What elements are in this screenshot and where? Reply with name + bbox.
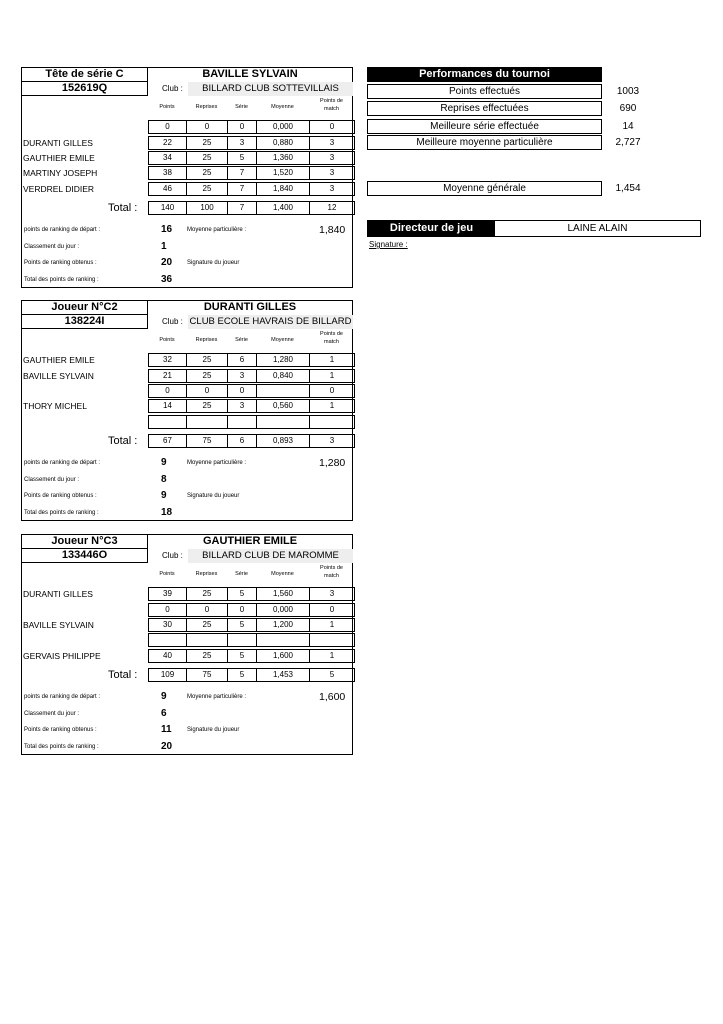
opponent-name: GAUTHIER EMILE <box>23 355 95 365</box>
result-cell: 0,840 <box>256 369 310 383</box>
moyenne-particuliere-value: 1,280 <box>319 457 346 469</box>
club-label: Club : <box>162 551 183 560</box>
moyenne-particuliere-label: Moyenne particulière : <box>187 460 247 466</box>
classement-value: 6 <box>161 708 167 719</box>
result-cell: 39 <box>148 587 187 601</box>
classement-label: Classement du jour : <box>24 711 80 717</box>
player-club: BILLARD CLUB SOTTEVILLAIS <box>188 82 353 96</box>
col-header-reprises: Reprises <box>195 104 218 110</box>
result-cell <box>148 415 187 429</box>
total-cell: 0,893 <box>256 434 310 448</box>
col-header-pm1: Points de <box>320 331 343 337</box>
result-cell: 25 <box>186 587 228 601</box>
result-cell: 25 <box>186 151 228 165</box>
points-obtenus-value: 9 <box>161 490 167 501</box>
result-cell: 21 <box>148 369 187 383</box>
result-cell: 0 <box>227 384 257 398</box>
result-cell <box>186 633 228 647</box>
result-cell: 0,880 <box>256 136 310 150</box>
col-header-pm2: match <box>324 106 339 112</box>
club-label: Club : <box>162 317 183 326</box>
result-cell: 1,280 <box>256 353 310 367</box>
opponent-name: THORY MICHEL <box>23 401 87 411</box>
col-header-moyenne: Moyenne <box>271 104 294 110</box>
result-cell: 0 <box>186 603 228 617</box>
result-cell <box>186 415 228 429</box>
result-cell: 1 <box>309 649 355 663</box>
result-cell: 46 <box>148 182 187 196</box>
col-header-reprises: Reprises <box>195 571 218 577</box>
col-header-moyenne: Moyenne <box>271 337 294 343</box>
classement-value: 8 <box>161 474 167 485</box>
result-cell: 1,600 <box>256 649 310 663</box>
result-cell <box>148 633 187 647</box>
result-cell: 3 <box>309 151 355 165</box>
result-cell: 22 <box>148 136 187 150</box>
result-cell: 1,520 <box>256 166 310 180</box>
player-name: GAUTHIER EMILE <box>202 535 298 547</box>
result-cell: 0,000 <box>256 603 310 617</box>
result-cell: 0 <box>309 120 355 134</box>
player-title: Joueur N°C3 <box>22 535 148 549</box>
player-card <box>21 300 353 521</box>
start-points-value: 9 <box>161 457 167 468</box>
result-cell: 0,560 <box>256 399 310 413</box>
moyenne-particuliere-value: 1,600 <box>319 691 346 703</box>
result-cell: 25 <box>186 353 228 367</box>
points-obtenus-label: Points de ranking obtenus : <box>24 727 97 733</box>
opponent-name: DURANTI GILLES <box>23 138 93 148</box>
result-cell <box>256 415 310 429</box>
col-header-serie: Série <box>235 571 248 577</box>
result-cell: 0 <box>148 120 187 134</box>
director-signature-label: Signature : <box>369 240 408 249</box>
result-cell: 3 <box>309 166 355 180</box>
total-points-value: 36 <box>161 274 173 285</box>
perf-label-serie: Meilleure série effectuée <box>367 119 602 134</box>
player-card <box>21 67 353 288</box>
moyenne-particuliere-label: Moyenne particulière : <box>187 227 247 233</box>
result-cell: 25 <box>186 399 228 413</box>
opponent-name: VERDREL DIDIER <box>23 184 95 194</box>
result-cell: 1,840 <box>256 182 310 196</box>
perf-value-serie: 14 <box>622 121 634 132</box>
total-label: Total : <box>108 435 138 447</box>
director-name: LAINE ALAIN <box>567 223 628 234</box>
result-cell: 3 <box>309 136 355 150</box>
perf-value-reprises: 690 <box>619 103 637 114</box>
total-cell: 100 <box>186 201 228 215</box>
col-header-reprises: Reprises <box>195 337 218 343</box>
result-cell: 5 <box>227 151 257 165</box>
classement-label: Classement du jour : <box>24 477 80 483</box>
total-points-label: Total des points de ranking : <box>24 744 99 750</box>
col-header-moyenne: Moyenne <box>271 571 294 577</box>
result-cell: 1 <box>309 353 355 367</box>
result-cell: 6 <box>227 353 257 367</box>
total-cell: 7 <box>227 201 257 215</box>
points-obtenus-value: 11 <box>161 724 172 735</box>
total-cell: 75 <box>186 434 228 448</box>
opponent-name: GERVAIS PHILIPPE <box>23 651 101 661</box>
result-cell: 3 <box>227 369 257 383</box>
perf-label-reprises: Reprises effectuées <box>367 101 602 116</box>
player-name: BAVILLE SYLVAIN <box>202 68 298 80</box>
moyenne-particuliere-value: 1,840 <box>319 224 346 236</box>
player-club: CLUB ECOLE HAVRAIS DE BILLARD <box>189 316 352 327</box>
col-header-pm1: Points de <box>320 565 343 571</box>
total-cell: 5 <box>309 668 355 682</box>
result-cell: 14 <box>148 399 187 413</box>
moyenne-generale-label: Moyenne générale <box>367 181 602 196</box>
result-cell: 3 <box>227 136 257 150</box>
col-header-points: Points <box>159 104 175 110</box>
player-license: 133446O <box>22 549 148 563</box>
result-cell: 1,200 <box>256 618 310 632</box>
points-obtenus-value: 20 <box>161 257 173 268</box>
total-cell: 6 <box>227 434 257 448</box>
col-header-pm2: match <box>324 573 339 579</box>
signature-joueur-label: Signature du joueur <box>187 260 240 266</box>
result-cell: 25 <box>186 618 228 632</box>
opponent-name: DURANTI GILLES <box>23 589 93 599</box>
result-cell: 1 <box>309 399 355 413</box>
perf-label-moyenne: Meilleure moyenne particulière <box>367 135 602 150</box>
total-cell: 12 <box>309 201 355 215</box>
result-cell: 5 <box>227 587 257 601</box>
result-cell: 25 <box>186 369 228 383</box>
signature-joueur-label: Signature du joueur <box>187 727 240 733</box>
director-label: Directeur de jeu <box>368 221 495 236</box>
result-cell: 0 <box>227 120 257 134</box>
result-cell: 1 <box>309 369 355 383</box>
total-points-value: 18 <box>161 507 173 518</box>
player-card <box>21 534 353 755</box>
result-cell <box>227 633 257 647</box>
col-header-points: Points <box>159 571 175 577</box>
result-cell: 25 <box>186 166 228 180</box>
opponent-name: BAVILLE SYLVAIN <box>23 371 94 381</box>
total-cell: 67 <box>148 434 187 448</box>
result-cell <box>256 384 310 398</box>
start-points-value: 16 <box>161 224 173 235</box>
total-points-value: 20 <box>161 741 173 752</box>
result-cell: 30 <box>148 618 187 632</box>
result-cell: 3 <box>309 182 355 196</box>
start-points-label: points de ranking de départ : <box>24 460 101 466</box>
club-label: Club : <box>162 84 183 93</box>
result-cell <box>309 633 355 647</box>
result-cell: 32 <box>148 353 187 367</box>
result-cell: 25 <box>186 649 228 663</box>
result-cell: 7 <box>227 166 257 180</box>
classement-value: 1 <box>161 241 167 252</box>
moyenne-generale-value: 1,454 <box>615 183 641 194</box>
col-header-pm1: Points de <box>320 98 343 104</box>
opponent-name: MARTINY JOSEPH <box>23 168 98 178</box>
result-cell: 0 <box>227 603 257 617</box>
col-header-pm2: match <box>324 339 339 345</box>
perf-value-points: 1003 <box>616 86 640 97</box>
result-cell: 1 <box>309 618 355 632</box>
perf-label-points: Points effectués <box>367 84 602 99</box>
total-cell: 1,400 <box>256 201 310 215</box>
result-cell: 5 <box>227 618 257 632</box>
opponent-name: BAVILLE SYLVAIN <box>23 620 94 630</box>
classement-label: Classement du jour : <box>24 244 80 250</box>
col-header-serie: Série <box>235 104 248 110</box>
result-cell <box>309 415 355 429</box>
total-label: Total : <box>108 669 138 681</box>
col-header-points: Points <box>159 337 175 343</box>
start-points-label: points de ranking de départ : <box>24 227 101 233</box>
total-points-label: Total des points de ranking : <box>24 277 99 283</box>
player-license: 152619Q <box>22 82 148 96</box>
director-box <box>367 220 701 237</box>
perf-value-moyenne: 2,727 <box>615 137 641 148</box>
player-club: BILLARD CLUB DE MAROMME <box>188 549 353 563</box>
result-cell: 25 <box>186 182 228 196</box>
col-header-serie: Série <box>235 337 248 343</box>
player-title: Tête de série C <box>22 68 148 82</box>
player-title: Joueur N°C2 <box>22 301 148 315</box>
result-cell: 5 <box>227 649 257 663</box>
player-name: DURANTI GILLES <box>203 301 297 313</box>
moyenne-particuliere-label: Moyenne particulière : <box>187 694 247 700</box>
total-cell: 3 <box>309 434 355 448</box>
total-cell: 1,453 <box>256 668 310 682</box>
result-cell: 1,360 <box>256 151 310 165</box>
result-cell: 34 <box>148 151 187 165</box>
result-cell: 7 <box>227 182 257 196</box>
result-cell: 0 <box>186 120 228 134</box>
total-cell: 109 <box>148 668 187 682</box>
result-cell: 25 <box>186 136 228 150</box>
result-cell: 3 <box>309 587 355 601</box>
result-cell: 3 <box>227 399 257 413</box>
total-label: Total : <box>108 202 138 214</box>
points-obtenus-label: Points de ranking obtenus : <box>24 260 97 266</box>
result-cell <box>227 415 257 429</box>
result-cell: 0 <box>148 603 187 617</box>
result-cell: 40 <box>148 649 187 663</box>
performances-title: Performances du tournoi <box>367 67 602 82</box>
result-cell: 38 <box>148 166 187 180</box>
opponent-name: GAUTHIER EMILE <box>23 153 95 163</box>
result-cell: 0 <box>309 603 355 617</box>
result-cell: 0 <box>186 384 228 398</box>
player-license: 138224I <box>22 315 148 329</box>
start-points-value: 9 <box>161 691 167 702</box>
total-points-label: Total des points de ranking : <box>24 510 99 516</box>
result-cell: 1,560 <box>256 587 310 601</box>
result-cell <box>256 633 310 647</box>
start-points-label: points de ranking de départ : <box>24 694 101 700</box>
total-cell: 75 <box>186 668 228 682</box>
result-cell: 0 <box>309 384 355 398</box>
total-cell: 140 <box>148 201 187 215</box>
result-cell: 0 <box>148 384 187 398</box>
result-cell: 0,000 <box>256 120 310 134</box>
total-cell: 5 <box>227 668 257 682</box>
signature-joueur-label: Signature du joueur <box>187 493 240 499</box>
points-obtenus-label: Points de ranking obtenus : <box>24 493 97 499</box>
